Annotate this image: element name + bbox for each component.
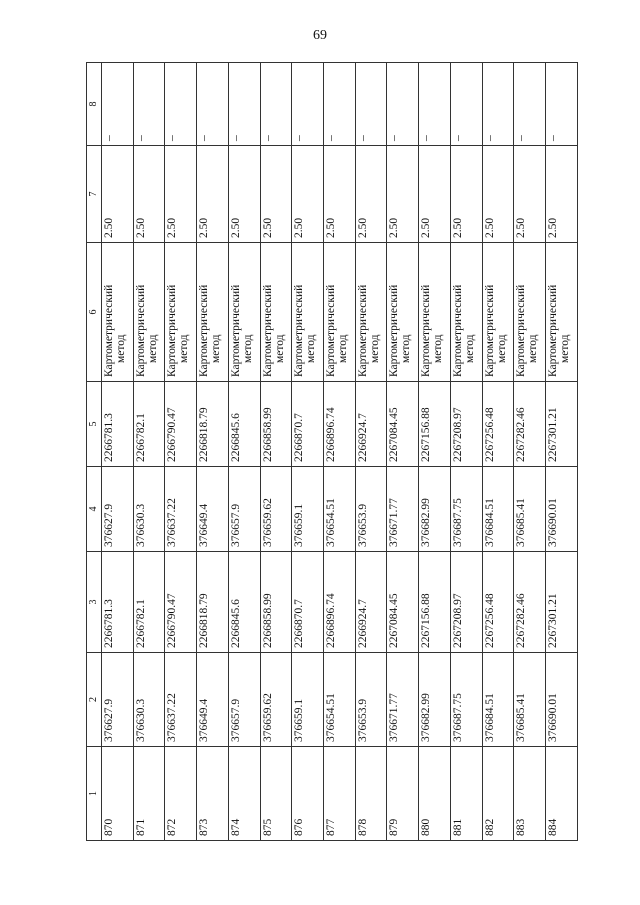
y-coordinate-cell: 2266782.1 [133, 552, 165, 653]
y-coordinate-new-cell: 2266782.1 [133, 382, 165, 467]
table-row [450, 63, 482, 841]
y-coordinate-new-cell: 2266870.7 [292, 382, 324, 467]
point-number-cell: 881 [450, 747, 482, 841]
x-coordinate-new-cell: 376627.9 [102, 467, 134, 552]
point-number-cell: 884 [546, 747, 578, 841]
y-coordinate-new-cell: 2266924.7 [355, 382, 387, 467]
method-line-2: метод [368, 334, 381, 363]
method-cell [450, 243, 482, 382]
accuracy-cell: 2.50 [260, 146, 292, 243]
table-row [355, 63, 387, 841]
x-coordinate-cell: 376659.1 [292, 653, 324, 747]
accuracy-cell: 2.50 [324, 146, 356, 243]
note-cell: – [228, 63, 260, 146]
method-cell [324, 243, 356, 382]
accuracy-cell: 2.50 [419, 146, 451, 243]
x-coordinate-new-cell: 376671.77 [387, 467, 419, 552]
point-number-cell: 871 [133, 747, 165, 841]
method-line-1: Картометрический [547, 284, 560, 377]
y-coordinate-new-cell: 2266845.6 [228, 382, 260, 467]
table-row [324, 63, 356, 841]
method-cell [260, 243, 292, 382]
x-coordinate-new-cell: 376659.1 [292, 467, 324, 552]
y-coordinate-cell: 2266896.74 [324, 552, 356, 653]
method-line-1: Картометрический [293, 284, 306, 377]
accuracy-cell: 2.50 [133, 146, 165, 243]
y-coordinate-cell: 2266818.79 [197, 552, 229, 653]
accuracy-cell: 2.50 [102, 146, 134, 243]
rotated-table-frame [86, 63, 578, 841]
method-line-1: Картометрический [261, 284, 274, 377]
coordinates-table [86, 62, 578, 841]
point-number-cell: 870 [102, 747, 134, 841]
x-coordinate-cell: 376627.9 [102, 653, 134, 747]
column-header-3: 3 [87, 552, 102, 653]
accuracy-cell: 2.50 [450, 146, 482, 243]
method-cell [133, 243, 165, 382]
method-line-1: Картометрический [166, 284, 179, 377]
y-coordinate-cell: 2266845.6 [228, 552, 260, 653]
method-line-1: Картометрический [134, 284, 147, 377]
x-coordinate-cell: 376687.75 [450, 653, 482, 747]
y-coordinate-new-cell: 2267084.45 [387, 382, 419, 467]
x-coordinate-new-cell: 376653.9 [355, 467, 387, 552]
method-cell [102, 243, 134, 382]
column-header-4: 4 [87, 467, 102, 552]
method-line-1: Картометрический [483, 284, 496, 377]
y-coordinate-cell: 2267084.45 [387, 552, 419, 653]
method-cell [165, 243, 197, 382]
method-line-2: метод [559, 334, 572, 363]
point-number-cell: 872 [165, 747, 197, 841]
method-line-2: метод [463, 334, 476, 363]
note-cell: – [197, 63, 229, 146]
column-header-6: 6 [87, 243, 102, 382]
y-coordinate-new-cell: 2267301.21 [546, 382, 578, 467]
method-line-1: Картометрический [515, 284, 528, 377]
table-row [228, 63, 260, 841]
column-header-2: 2 [87, 653, 102, 747]
y-coordinate-cell: 2267282.46 [514, 552, 546, 653]
method-cell [546, 243, 578, 382]
x-coordinate-new-cell: 376637.22 [165, 467, 197, 552]
point-number-cell: 882 [482, 747, 514, 841]
y-coordinate-cell: 2267256.48 [482, 552, 514, 653]
x-coordinate-new-cell: 376684.51 [482, 467, 514, 552]
table-row [292, 63, 324, 841]
x-coordinate-cell: 376649.4 [197, 653, 229, 747]
y-coordinate-cell: 2267156.88 [419, 552, 451, 653]
y-coordinate-new-cell: 2266790.47 [165, 382, 197, 467]
method-line-1: Картометрический [325, 284, 338, 377]
method-line-2: метод [241, 334, 254, 363]
point-number-cell: 876 [292, 747, 324, 841]
point-number-cell: 883 [514, 747, 546, 841]
y-coordinate-new-cell: 2266781.3 [102, 382, 134, 467]
table-row [482, 63, 514, 841]
method-cell [387, 243, 419, 382]
y-coordinate-cell: 2266781.3 [102, 552, 134, 653]
column-header-7: 7 [87, 146, 102, 243]
method-line-1: Картометрический [103, 284, 115, 377]
method-line-1: Картометрический [198, 284, 211, 377]
note-cell: – [102, 63, 134, 146]
note-cell: – [419, 63, 451, 146]
note-cell: – [546, 63, 578, 146]
x-coordinate-new-cell: 376654.51 [324, 467, 356, 552]
table-row [514, 63, 546, 841]
accuracy-cell: 2.50 [514, 146, 546, 243]
method-line-2: метод [210, 334, 223, 363]
x-coordinate-cell: 376657.9 [228, 653, 260, 747]
note-cell: – [482, 63, 514, 146]
table-row [165, 63, 197, 841]
x-coordinate-new-cell: 376630.3 [133, 467, 165, 552]
method-line-2: метод [337, 334, 350, 363]
method-line-1: Картометрический [451, 284, 464, 377]
point-number-cell: 875 [260, 747, 292, 841]
accuracy-cell: 2.50 [228, 146, 260, 243]
x-coordinate-cell: 376630.3 [133, 653, 165, 747]
method-cell [197, 243, 229, 382]
method-cell [419, 243, 451, 382]
x-coordinate-new-cell: 376659.62 [260, 467, 292, 552]
column-header-5: 5 [87, 382, 102, 467]
x-coordinate-cell: 376659.62 [260, 653, 292, 747]
method-line-2: метод [178, 334, 191, 363]
x-coordinate-new-cell: 376682.99 [419, 467, 451, 552]
y-coordinate-new-cell: 2266818.79 [197, 382, 229, 467]
note-cell: – [292, 63, 324, 146]
y-coordinate-new-cell: 2267156.88 [419, 382, 451, 467]
note-cell: – [450, 63, 482, 146]
method-line-2: метод [400, 334, 413, 363]
method-line-1: Картометрический [420, 284, 433, 377]
table-body [102, 63, 578, 841]
method-line-1: Картометрический [229, 284, 242, 377]
x-coordinate-cell: 376653.9 [355, 653, 387, 747]
point-number-cell: 878 [355, 747, 387, 841]
method-line-1: Картометрический [388, 284, 401, 377]
table-row [102, 63, 134, 841]
x-coordinate-cell: 376684.51 [482, 653, 514, 747]
point-number-cell: 874 [228, 747, 260, 841]
note-cell: – [133, 63, 165, 146]
method-line-2: метод [432, 334, 445, 363]
accuracy-cell: 2.50 [292, 146, 324, 243]
column-header-8: 8 [87, 63, 102, 146]
x-coordinate-new-cell: 376687.75 [450, 467, 482, 552]
y-coordinate-new-cell: 2267208.97 [450, 382, 482, 467]
x-coordinate-cell: 376682.99 [419, 653, 451, 747]
page-number: 69 [313, 28, 327, 43]
method-line-2: метод [146, 334, 159, 363]
method-cell [482, 243, 514, 382]
x-coordinate-new-cell: 376690.01 [546, 467, 578, 552]
x-coordinate-new-cell: 376657.9 [228, 467, 260, 552]
method-cell [514, 243, 546, 382]
method-line-2: метод [115, 334, 127, 363]
accuracy-cell: 2.50 [197, 146, 229, 243]
accuracy-cell: 2.50 [546, 146, 578, 243]
x-coordinate-cell: 376637.22 [165, 653, 197, 747]
table-row [197, 63, 229, 841]
x-coordinate-cell: 376690.01 [546, 653, 578, 747]
note-cell: – [260, 63, 292, 146]
method-line-1: Картометрический [356, 284, 369, 377]
y-coordinate-new-cell: 2267282.46 [514, 382, 546, 467]
table-row [387, 63, 419, 841]
point-number-cell: 880 [419, 747, 451, 841]
table-container [86, 63, 578, 841]
point-number-cell: 877 [324, 747, 356, 841]
x-coordinate-new-cell: 376649.4 [197, 467, 229, 552]
point-number-cell: 873 [197, 747, 229, 841]
y-coordinate-cell: 2267208.97 [450, 552, 482, 653]
y-coordinate-new-cell: 2266896.74 [324, 382, 356, 467]
y-coordinate-new-cell: 2266858.99 [260, 382, 292, 467]
table-row [133, 63, 165, 841]
column-header-1: 1 [87, 747, 102, 841]
table-row [546, 63, 578, 841]
note-cell: – [514, 63, 546, 146]
note-cell: – [165, 63, 197, 146]
accuracy-cell: 2.50 [482, 146, 514, 243]
table-row [260, 63, 292, 841]
accuracy-cell: 2.50 [387, 146, 419, 243]
x-coordinate-cell: 376685.41 [514, 653, 546, 747]
method-line-2: метод [273, 334, 286, 363]
x-coordinate-cell: 376671.77 [387, 653, 419, 747]
method-line-2: метод [305, 334, 318, 363]
method-cell [355, 243, 387, 382]
accuracy-cell: 2.50 [355, 146, 387, 243]
note-cell: – [324, 63, 356, 146]
method-line-2: метод [527, 334, 540, 363]
method-line-2: метод [495, 334, 508, 363]
table-row [419, 63, 451, 841]
x-coordinate-new-cell: 376685.41 [514, 467, 546, 552]
point-number-cell: 879 [387, 747, 419, 841]
y-coordinate-cell: 2266924.7 [355, 552, 387, 653]
y-coordinate-cell: 2266870.7 [292, 552, 324, 653]
y-coordinate-cell: 2266858.99 [260, 552, 292, 653]
note-cell: – [387, 63, 419, 146]
y-coordinate-new-cell: 2267256.48 [482, 382, 514, 467]
accuracy-cell: 2.50 [165, 146, 197, 243]
x-coordinate-cell: 376654.51 [324, 653, 356, 747]
note-cell: – [355, 63, 387, 146]
header-row [87, 63, 102, 841]
y-coordinate-cell: 2267301.21 [546, 552, 578, 653]
method-cell [228, 243, 260, 382]
method-cell [292, 243, 324, 382]
y-coordinate-cell: 2266790.47 [165, 552, 197, 653]
